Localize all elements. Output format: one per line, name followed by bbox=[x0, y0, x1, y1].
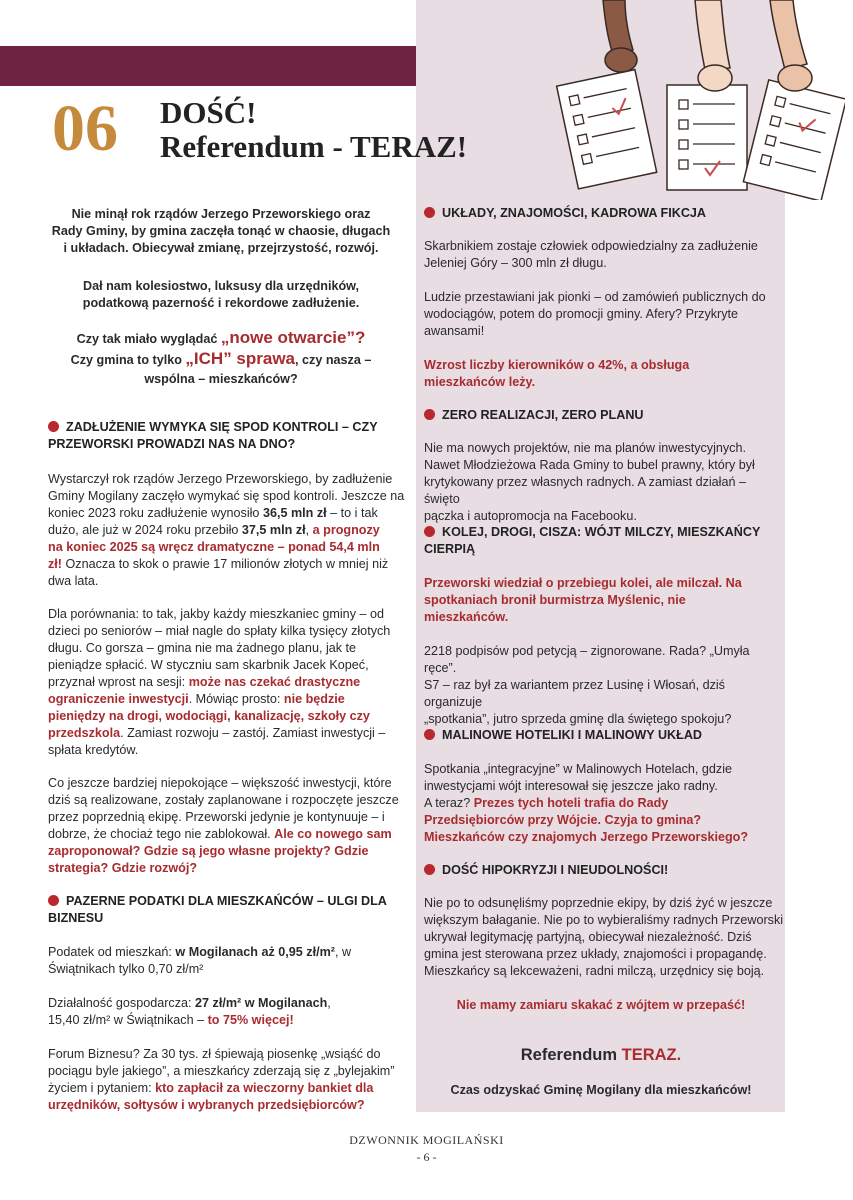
tax-paragraph-1: Podatek od mieszkań: w Mogilanach aż 0,95 zł/m², w Świątnikach tylko 0,70 zł/m² bbox=[48, 945, 352, 976]
bullet-dot-icon bbox=[48, 421, 59, 432]
bullet-dot-icon bbox=[424, 526, 435, 537]
page-number: - 6 - bbox=[416, 1150, 437, 1164]
page-title-line1: DOŚĆ! bbox=[160, 95, 257, 130]
hypocrisy-paragraph: Nie po to odsunęliśmy poprzednie ekipy, by dziś żyć w jeszcze większym bałaganie. Nie po to wybieraliśmy radnych Przeworski ukrywał legitymację partyjną, obiecywał niezależność. Dziś gmina jest sterowana przez układy, znajomości i propagandę. Mieszkańcy są lekceważeni, radni milczą, urzędnicy się boją. bbox=[424, 896, 784, 978]
section-heading-hypocrisy: DOŚĆ HIPOKRYZJI I NIEUDOLNOŚCI! bbox=[424, 862, 779, 879]
intro-paragraph-1: Nie minął rok rządów Jerzego Przeworskiego oraz Rady Gminy, by gmina zaczęła tonąć w chaosie, długach i układach. Obiecywał zmianę, przejrzystość, rozwój. bbox=[51, 207, 391, 255]
intro-paragraph-3: Czy tak miało wyglądać „nowe otwarcie”? Czy gmina to tylko „ICH” sprawa, czy nasza – wspólna – mieszkańców? bbox=[70, 328, 372, 386]
slogan: Nie mamy zamiaru skakać z wójtem w przepaść! bbox=[456, 998, 746, 1012]
bullet-dot-icon bbox=[424, 729, 435, 740]
bullet-dot-icon bbox=[424, 864, 435, 875]
railway-paragraph-1: Przeworski wiedział o przebiegu kolei, ale milczał. Na spotkaniach bronił burmistrza Myślenic, nie mieszkańców. bbox=[424, 576, 742, 624]
header-band bbox=[0, 46, 416, 86]
connections-paragraph-1: Skarbnikiem zostaje człowiek odpowiedzialny za zadłużenie Jeleniej Góry – 300 mln zł długu. bbox=[424, 239, 758, 270]
page-title-line2: Referendum - TERAZ! bbox=[160, 129, 468, 164]
tax-paragraph-2: Działalność gospodarcza: 27 zł/m² w Mogilanach, 15,40 zł/m² w Świątnikach – to 75% więcej! bbox=[48, 996, 331, 1027]
railway-paragraph-2: 2218 podpisów pod petycją – zignorowane. Rada? „Umyła ręce”. bbox=[424, 644, 750, 675]
debt-paragraph-2: Dla porównania: to tak, jakby każdy mieszkaniec gminy – od dzieci po seniorów – miał nagle do spłaty kilka tysięcy złotych długu. Co gorsza – gmina nie ma żadnego planu, jak te pieniądze spłacić. W styczniu sam skarbnik Jacek Kopeć, przyznał wprost na sesji: może nas czekać drastyczne ograniczenie inwestycji. Mówiąc prosto: nie będzie pieniędzy na drogi, wodociągi, kanalizację, szkoły czy przedszkola. Zamiast rozwoju – zastój. Zamiast inwestycji – spłata kredytów. bbox=[48, 607, 391, 757]
section-heading-taxes: PAZERNE PODATKI DLA MIESZKAŃCÓW – ULGI DLA BIZNESU bbox=[48, 894, 387, 925]
bullet-dot-icon bbox=[48, 895, 59, 906]
section-heading-connections: UKŁADY, ZNAJOMOŚCI, KADROWA FIKCJA bbox=[424, 205, 779, 222]
connections-paragraph-3: Wzrost liczby kierowników o 42%, a obsługa mieszkańców leży. bbox=[424, 358, 690, 389]
hotels-paragraph: Spotkania „integracyjne” w Malinowych Hotelach, gdzie inwestycjami wójt interesował się jeszcze jako radny. A teraz? Prezes tych hoteli trafia do Rady Przedsiębiorców przy Wójcie. Czyja to gmina? Mieszkańców czy znajomych Jerzego Przeworskiego? bbox=[424, 762, 749, 844]
section-heading-no-plan: ZERO REALIZACJI, ZERO PLANU bbox=[424, 407, 779, 424]
closing-line: Czas odzyskać Gminę Mogilany dla mieszkańców! bbox=[450, 1083, 752, 1097]
section-number: 06 bbox=[52, 92, 118, 165]
ballot-hands-illustration bbox=[555, 0, 845, 200]
tax-paragraph-3: Forum Biznesu? Za 30 tys. zł śpiewają piosenkę „wsiąść do pociągu byle jakiego”, a mieszkańcy zderzają się z „bylejakim” życiem i pytaniem: kto zapłacił za wieczorny bankiet dla urzędników, sołtysów i wybranych przedsiębiorców? bbox=[48, 1047, 395, 1112]
no-plan-paragraph: Nie ma nowych projektów, nie ma planów inwestycyjnych. Nawet Młodzieżowa Rada Gminy to bubel prawny, który był krytykowany przez własnych radnych. A zamiast działań – święto pączka i autopromocja na Facebooku. bbox=[424, 441, 755, 523]
section-heading-debt: ZADŁUŻENIE WYMYKA SIĘ SPOD KONTROLI – CZY PRZEWORSKI PROWADZI NAS NA DNO? bbox=[48, 420, 378, 451]
section-heading-railway: KOLEJ, DROGI, CISZA: WÓJT MILCZY, MIESZKAŃCY CIERPIĄ bbox=[424, 525, 761, 556]
bullet-dot-icon bbox=[424, 409, 435, 420]
debt-paragraph-1: Wystarczył rok rządów Jerzego Przeworskiego, by zadłużenie Gminy Mogilany zaczęło wymykać się spod kontroli. Jeszcze na koniec 2023 roku zadłużenie wynosiło 36,5 mln zł – to i tak dużo, ale już w 2024 roku przebiło 37,5 mln zł, a prognozy na koniec 2025 są wręcz dramatyczne – ponad 54,4 mln zł! Oznacza to skok o prawie 17 milionów złotych w mniej niż dwa lata. bbox=[48, 472, 405, 588]
bullet-dot-icon bbox=[424, 207, 435, 218]
intro-paragraph-2: Dał nam kolesiostwo, luksusy dla urzędników, podatkową pazerność i rekordowe zadłużenie. bbox=[82, 279, 360, 310]
railway-paragraph-3: S7 – raz był za wariantem przez Lusinę i Włosań, dziś organizuje „spotkania”, jutro sprzeda gminę dla świętego spokoju? bbox=[424, 678, 732, 726]
connections-paragraph-2: Ludzie przestawiani jak pionki – od zamówień publicznych do wodociągów, potem do promocji gminy. Afery? Przykryte awansami! bbox=[424, 290, 766, 338]
debt-paragraph-3: Co jeszcze bardziej niepokojące – większość inwestycji, które dziś są realizowane, zostały zaplanowane i rozpoczęte jeszcze przez poprzednią ekipę. Przeworski jedynie je kontynuuje – i dobrze, że chociaż tego nie zablokował. Ale co nowego sam zaproponował? Gdzie są jego własne projekty? Gdzie strategia? Gdzie rozwój? bbox=[48, 776, 399, 875]
publication-name: DZWONNIK MOGILAŃSKI bbox=[349, 1133, 504, 1147]
section-heading-hotels: MALINOWE HOTELIKI I MALINOWY UKŁAD bbox=[424, 727, 779, 744]
referendum-call: Referendum TERAZ. bbox=[520, 1046, 682, 1064]
